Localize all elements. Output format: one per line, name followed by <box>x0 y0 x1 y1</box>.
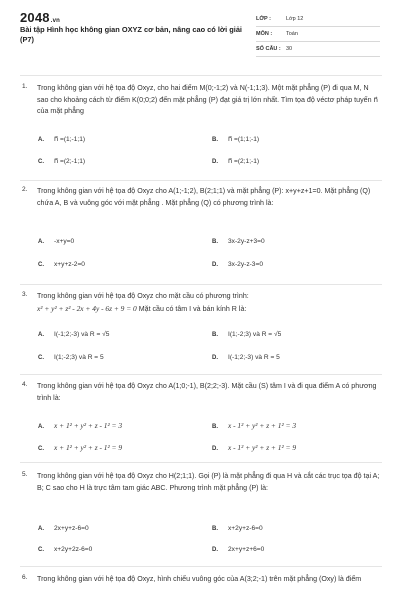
option-text: x+2y+z-6=0 <box>228 525 263 532</box>
option-letter: C. <box>38 446 44 452</box>
option-text: I(1;-2;3) và R = √5 <box>228 331 282 338</box>
option-letter: B. <box>212 239 218 245</box>
option-text: n⃗ =(1;1;-1) <box>228 136 260 143</box>
option-letter: A. <box>38 424 44 430</box>
option-letter: D. <box>212 446 218 452</box>
option-text: n⃗ =(2;1;-1) <box>228 158 260 165</box>
logo-text: 2048 <box>20 10 50 25</box>
option-letter: D. <box>212 355 218 361</box>
worksheet-header <box>0 0 400 62</box>
option-letter: B. <box>212 332 218 338</box>
meta-row-class <box>256 14 380 27</box>
option-a[interactable] <box>38 135 85 143</box>
option-text: x - 1² + y² + z + 1² = 9 <box>228 443 297 452</box>
meta-label: SỐ CÂU : <box>256 46 281 52</box>
option-b[interactable] <box>212 331 281 338</box>
option-text: I(1;-2;3) và R = 5 <box>54 354 104 361</box>
meta-table <box>256 14 380 59</box>
question-text: Trong không gian với hệ tọa độ Oxyz, hình chiếu vuông góc của A(3;2;-1) trên mặt phẳng (Oxy) là điểm <box>37 575 362 583</box>
option-text: 2x+y+z+6=0 <box>228 546 265 553</box>
meta-row-count <box>256 44 380 57</box>
option-c[interactable] <box>38 157 85 165</box>
option-text: I(-1;2;-3) và R = √5 <box>54 331 110 338</box>
meta-row-subject <box>256 29 380 42</box>
meta-value: 30 <box>286 46 293 52</box>
question-number: 4. <box>22 381 28 388</box>
divider <box>20 566 382 567</box>
option-d[interactable] <box>212 354 280 361</box>
site-logo[interactable] <box>20 10 60 25</box>
option-text: 3x-2y-z-3=0 <box>228 261 263 268</box>
option-d[interactable] <box>212 546 264 553</box>
option-c[interactable] <box>38 354 104 361</box>
divider <box>20 284 382 285</box>
option-letter: A. <box>38 332 44 338</box>
option-d[interactable] <box>212 261 263 268</box>
question-number: 6. <box>22 574 28 581</box>
meta-label: MÔN : <box>256 31 273 37</box>
option-text: x+y+z-2=0 <box>54 261 85 268</box>
option-letter: D. <box>212 262 218 268</box>
question-text: Trong không gian với hệ tọa độ Oxyz cho A(1;-1;2), B(2;1;1) và mặt phẳng (P): x+y+z+1=0. Mặt phẳng (Q) chứa A, B và vuông góc với mặt phẳng . Mặt phẳng (Q) có phương trình là: <box>37 187 371 207</box>
question-text: Trong không gian với hệ tọa độ Oxyz cho H(2;1;1). Gọi (P) là mặt phẳng đi qua H và cắt các trục tọa độ tại A; B; C sao cho H là trực tâm tam giác ABC. Phương trình mặt phẳng (P) là: <box>37 472 380 492</box>
option-letter: B. <box>212 424 218 430</box>
option-letter: C. <box>38 547 44 553</box>
document-title: Bài tập Hình học không gian OXYZ cơ bản, nâng cao có lời giải (P7) <box>20 25 242 44</box>
option-b[interactable] <box>212 238 265 245</box>
option-b[interactable] <box>212 421 296 430</box>
question-number: 3. <box>22 291 28 298</box>
option-letter: B. <box>212 526 218 532</box>
option-d[interactable] <box>212 443 296 452</box>
option-letter: A. <box>38 239 44 245</box>
sphere-equation: x² + y² + z² - 2x + 4y - 6z + 9 = 0 <box>37 303 137 313</box>
question-number: 1. <box>22 83 28 90</box>
option-letter: A. <box>38 526 44 532</box>
question-number: 2. <box>22 186 28 193</box>
option-text: n⃗ =(1;-1;1) <box>54 136 86 143</box>
option-letter: C. <box>38 262 44 268</box>
question-text <box>37 291 382 315</box>
option-text: x+2y+2z-6=0 <box>54 546 93 553</box>
question-number: 5. <box>22 471 28 478</box>
option-letter: A. <box>38 137 44 143</box>
option-letter: B. <box>212 137 218 143</box>
option-b[interactable] <box>212 135 259 143</box>
divider <box>20 374 382 375</box>
option-a[interactable] <box>38 525 89 532</box>
option-text: 3x-2y-z+3=0 <box>228 238 265 245</box>
option-c[interactable] <box>38 546 92 553</box>
divider <box>20 180 382 181</box>
question-text: Trong không gian với hệ tọa độ Oxyz, cho hai điểm M(0;-1;2) và N(-1;1;3). Một mặt phẳng (P) đi qua M, N sao cho khoảng cách từ điểm K(0;0;2) đến mặt phẳng (P) đạt giá trị lớn nhất. Tìm tọa độ véctơ pháp tuyến n⃗ của mặt phẳng <box>37 84 378 115</box>
option-letter: D. <box>212 547 218 553</box>
option-text: 2x+y+z-6=0 <box>54 525 89 532</box>
option-text: x - 1² + y² + z + 1² = 3 <box>228 421 297 430</box>
option-text: x + 1² + y² + z - 1² = 9 <box>54 443 123 452</box>
question-text: Trong không gian với hệ tọa độ Oxyz cho A(1;0;-1), B(2;2;-3). Mặt cầu (S) tâm I và đi qua điểm A có phương trình là: <box>37 382 377 402</box>
option-b[interactable] <box>212 525 263 532</box>
meta-value: Toán <box>286 31 298 37</box>
divider <box>20 75 382 76</box>
option-a[interactable] <box>38 331 109 338</box>
logo-tld: .vn <box>50 18 61 24</box>
option-text: -x+y=0 <box>54 238 75 245</box>
option-letter: C. <box>38 355 44 361</box>
question-text-lead: Trong không gian với hệ tọa độ Oxyz cho mặt cầu có phương trình: <box>37 292 249 300</box>
option-text: n⃗ =(2;-1;1) <box>54 158 86 165</box>
option-c[interactable] <box>38 443 122 452</box>
question-text-tail: Mặt cầu có tâm I và bán kính R là: <box>138 304 247 313</box>
option-letter: D. <box>212 159 218 165</box>
meta-value: Lớp 12 <box>286 16 304 22</box>
option-d[interactable] <box>212 157 259 165</box>
option-c[interactable] <box>38 261 85 268</box>
divider <box>20 462 382 463</box>
option-letter: C. <box>38 159 44 165</box>
option-text: x + 1² + y² + z - 1² = 3 <box>54 421 123 430</box>
option-a[interactable] <box>38 421 122 430</box>
meta-label: LỚP : <box>256 16 271 22</box>
option-a[interactable] <box>38 238 74 245</box>
option-text: I(-1;2;-3) và R = 5 <box>228 354 280 361</box>
